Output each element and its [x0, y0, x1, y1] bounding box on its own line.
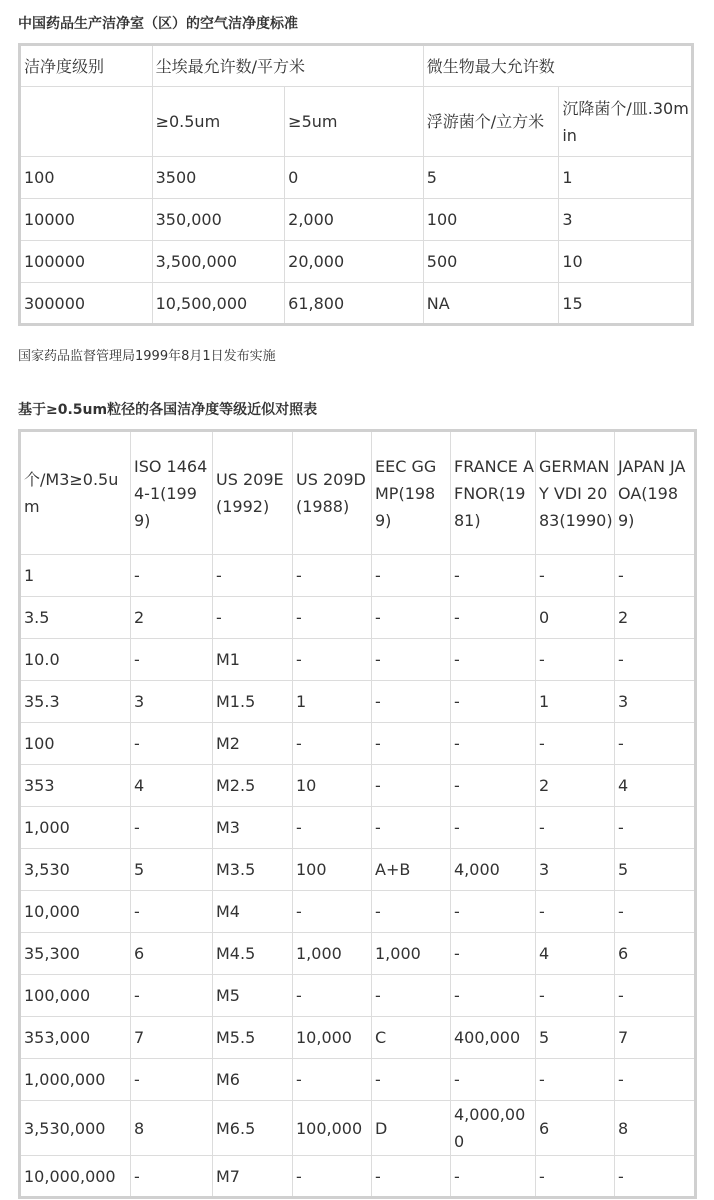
- table-cell: M2: [213, 723, 293, 765]
- table-cell: 1,000: [372, 933, 451, 975]
- table-cell: 8: [131, 1101, 213, 1156]
- table-cell: 10.0: [20, 639, 131, 681]
- table-cell: -: [372, 807, 451, 849]
- table-cell: 5: [131, 849, 213, 891]
- table-cell: 3: [559, 199, 693, 241]
- table-cell: -: [615, 1156, 696, 1198]
- table-body: [20, 555, 696, 1198]
- section2-title: 基于≥0.5um粒径的各国洁净度等级近似对照表: [18, 402, 318, 418]
- table-cell: -: [372, 975, 451, 1017]
- table-cell: 10: [559, 241, 693, 283]
- table-cell: 5: [536, 1017, 615, 1059]
- table-cell: 35,300: [20, 933, 131, 975]
- table-cell: 4: [615, 765, 696, 807]
- header-empty-cell: [20, 87, 153, 157]
- table-header-cell: FRANCE AFNOR(1981): [451, 431, 536, 555]
- table-cell: M2.5: [213, 765, 293, 807]
- table-cell: -: [536, 723, 615, 765]
- table-cell: 61,800: [285, 283, 424, 325]
- table-row: [20, 555, 696, 597]
- header-microbe: 微生物最大允许数: [423, 45, 692, 87]
- table-cell: 7: [615, 1017, 696, 1059]
- table-header-cell: EEC GGMP(1989): [372, 431, 451, 555]
- table-cell: 2: [536, 765, 615, 807]
- table-cell: 1: [536, 681, 615, 723]
- table-row: [20, 807, 696, 849]
- table-row: [20, 597, 696, 639]
- table-cell: -: [451, 723, 536, 765]
- table-cell: -: [451, 1059, 536, 1101]
- table-cell: -: [131, 807, 213, 849]
- header-grade: 洁净度级别: [20, 45, 153, 87]
- table-cell: M4: [213, 891, 293, 933]
- table-cell: -: [451, 891, 536, 933]
- table-cell: -: [372, 765, 451, 807]
- table-cell: -: [615, 723, 696, 765]
- table-cell: -: [293, 891, 372, 933]
- table-header-cell: US 209D(1988): [293, 431, 372, 555]
- table-cell: M4.5: [213, 933, 293, 975]
- table-cell: -: [293, 1156, 372, 1198]
- table-cell: -: [451, 681, 536, 723]
- table-cell: 2: [131, 597, 213, 639]
- table-cell: -: [131, 975, 213, 1017]
- table-cell: 3.5: [20, 597, 131, 639]
- table-row: [20, 681, 696, 723]
- table-subheader-row: [20, 87, 693, 157]
- table-cell: 35.3: [20, 681, 131, 723]
- table-cell: -: [293, 597, 372, 639]
- table-cell: -: [372, 681, 451, 723]
- table-cell: -: [451, 765, 536, 807]
- table-cell: M6: [213, 1059, 293, 1101]
- table-cell: -: [131, 891, 213, 933]
- table-cell: 3: [536, 849, 615, 891]
- table-cell: -: [451, 639, 536, 681]
- table-row: [20, 1059, 696, 1101]
- table-cell: -: [372, 639, 451, 681]
- table-cell: 300000: [20, 283, 153, 325]
- table-cell: 6: [536, 1101, 615, 1156]
- table-cell: -: [536, 555, 615, 597]
- table-cell: 10,000: [20, 891, 131, 933]
- table-cell: 10,000: [293, 1017, 372, 1059]
- table-cell: -: [615, 975, 696, 1017]
- table-cell: 5: [423, 157, 559, 199]
- publication-note: 国家药品监督管理局1999年8月1日发布实施: [18, 349, 276, 364]
- table-cell: 20,000: [285, 241, 424, 283]
- table-cell: D: [372, 1101, 451, 1156]
- table-cell: 3,500,000: [152, 241, 285, 283]
- table-cell: -: [131, 1059, 213, 1101]
- table-row: [20, 765, 696, 807]
- table-cell: 7: [131, 1017, 213, 1059]
- table-cell: M5.5: [213, 1017, 293, 1059]
- header-settling: 沉降菌个/皿.30min: [559, 87, 693, 157]
- table-cell: 2,000: [285, 199, 424, 241]
- table-cell: 4,000,000: [451, 1101, 536, 1156]
- cleanroom-standard-table: [18, 43, 694, 326]
- header-dust: 尘埃最允许数/平方米: [152, 45, 423, 87]
- table-cell: -: [536, 1059, 615, 1101]
- table-cell: M5: [213, 975, 293, 1017]
- table-cell: -: [536, 1156, 615, 1198]
- table-cell: -: [293, 1059, 372, 1101]
- header-dust-5: ≥5um: [285, 87, 424, 157]
- table-cell: -: [451, 807, 536, 849]
- table-row: [20, 283, 693, 325]
- cleanliness-comparison-table: [18, 429, 697, 1199]
- table-row: [20, 1156, 696, 1198]
- table-cell: M3: [213, 807, 293, 849]
- table-cell: -: [451, 933, 536, 975]
- table-row: [20, 933, 696, 975]
- table-cell: 8: [615, 1101, 696, 1156]
- header-dust-05: ≥0.5um: [152, 87, 285, 157]
- table-cell: C: [372, 1017, 451, 1059]
- table-cell: 0: [285, 157, 424, 199]
- table-cell: 0: [536, 597, 615, 639]
- table-cell: -: [293, 975, 372, 1017]
- table-cell: M1.5: [213, 681, 293, 723]
- table-cell: 6: [131, 933, 213, 975]
- table-cell: 10,000,000: [20, 1156, 131, 1198]
- table-cell: 100,000: [293, 1101, 372, 1156]
- table-cell: -: [213, 555, 293, 597]
- table-cell: -: [451, 975, 536, 1017]
- table-cell: -: [372, 1059, 451, 1101]
- table-cell: 4: [536, 933, 615, 975]
- table-header-row: [20, 431, 696, 555]
- table-cell: -: [451, 1156, 536, 1198]
- table-header-cell: 个/M3≥0.5um: [20, 431, 131, 555]
- table-cell: -: [615, 1059, 696, 1101]
- table-cell: 3500: [152, 157, 285, 199]
- table-cell: -: [615, 891, 696, 933]
- table-cell: -: [293, 555, 372, 597]
- table-cell: 100: [293, 849, 372, 891]
- table-cell: 353,000: [20, 1017, 131, 1059]
- table-cell: 350,000: [152, 199, 285, 241]
- table-cell: -: [372, 555, 451, 597]
- table-cell: 1,000: [20, 807, 131, 849]
- table-cell: -: [293, 807, 372, 849]
- table-cell: 5: [615, 849, 696, 891]
- table-cell: 400,000: [451, 1017, 536, 1059]
- section1-title: 中国药品生产洁净室（区）的空气洁净度标准: [18, 16, 298, 32]
- table-cell: -: [293, 639, 372, 681]
- table-cell: M3.5: [213, 849, 293, 891]
- table-row: [20, 1017, 696, 1059]
- table-cell: -: [213, 597, 293, 639]
- table-cell: M1: [213, 639, 293, 681]
- table-cell: -: [615, 639, 696, 681]
- table-cell: -: [536, 891, 615, 933]
- table-cell: -: [293, 723, 372, 765]
- table-cell: 100000: [20, 241, 153, 283]
- table-cell: -: [615, 555, 696, 597]
- table-row: [20, 975, 696, 1017]
- table-header-cell: US 209E(1992): [213, 431, 293, 555]
- table-cell: 353: [20, 765, 131, 807]
- table-row: [20, 639, 696, 681]
- table-cell: 4: [131, 765, 213, 807]
- table-cell: -: [131, 555, 213, 597]
- table-cell: -: [615, 807, 696, 849]
- table-cell: 15: [559, 283, 693, 325]
- table-cell: 10,500,000: [152, 283, 285, 325]
- table-cell: 2: [615, 597, 696, 639]
- table-row: [20, 157, 693, 199]
- table-header-cell: GERMANY VDI 2083(1990): [536, 431, 615, 555]
- table-cell: 10: [293, 765, 372, 807]
- table-row: [20, 241, 693, 283]
- table-cell: 1,000,000: [20, 1059, 131, 1101]
- table-header-row: [20, 45, 693, 87]
- table-cell: 1: [293, 681, 372, 723]
- table-cell: 4,000: [451, 849, 536, 891]
- table-cell: -: [536, 975, 615, 1017]
- table-row: [20, 849, 696, 891]
- table-row: [20, 1101, 696, 1156]
- table-row: [20, 723, 696, 765]
- table-body: [20, 157, 693, 325]
- table-cell: 10000: [20, 199, 153, 241]
- table-cell: 1: [20, 555, 131, 597]
- table-cell: 3: [615, 681, 696, 723]
- table-cell: -: [451, 597, 536, 639]
- table-cell: -: [372, 723, 451, 765]
- table-cell: -: [536, 807, 615, 849]
- table-header-cell: ISO 14644-1(1999): [131, 431, 213, 555]
- header-floating: 浮游菌个/立方米: [423, 87, 559, 157]
- table-cell: -: [131, 723, 213, 765]
- table-cell: -: [131, 639, 213, 681]
- table-cell: 3,530: [20, 849, 131, 891]
- table-cell: A+B: [372, 849, 451, 891]
- table-row: [20, 199, 693, 241]
- table-cell: -: [372, 891, 451, 933]
- table-cell: 3: [131, 681, 213, 723]
- table-cell: 100: [20, 723, 131, 765]
- table-cell: -: [372, 597, 451, 639]
- table-cell: 3,530,000: [20, 1101, 131, 1156]
- table-cell: M6.5: [213, 1101, 293, 1156]
- table-cell: -: [536, 639, 615, 681]
- table-cell: -: [372, 1156, 451, 1198]
- table-cell: 100,000: [20, 975, 131, 1017]
- table-cell: NA: [423, 283, 559, 325]
- table-cell: 1,000: [293, 933, 372, 975]
- table-cell: -: [131, 1156, 213, 1198]
- table-cell: 100: [423, 199, 559, 241]
- table-cell: 1: [559, 157, 693, 199]
- table-cell: -: [451, 555, 536, 597]
- table-row: [20, 891, 696, 933]
- table-header-cell: JAPAN JAOA(1989): [615, 431, 696, 555]
- table-cell: 100: [20, 157, 153, 199]
- table-cell: M7: [213, 1156, 293, 1198]
- table-cell: 500: [423, 241, 559, 283]
- table-cell: 6: [615, 933, 696, 975]
